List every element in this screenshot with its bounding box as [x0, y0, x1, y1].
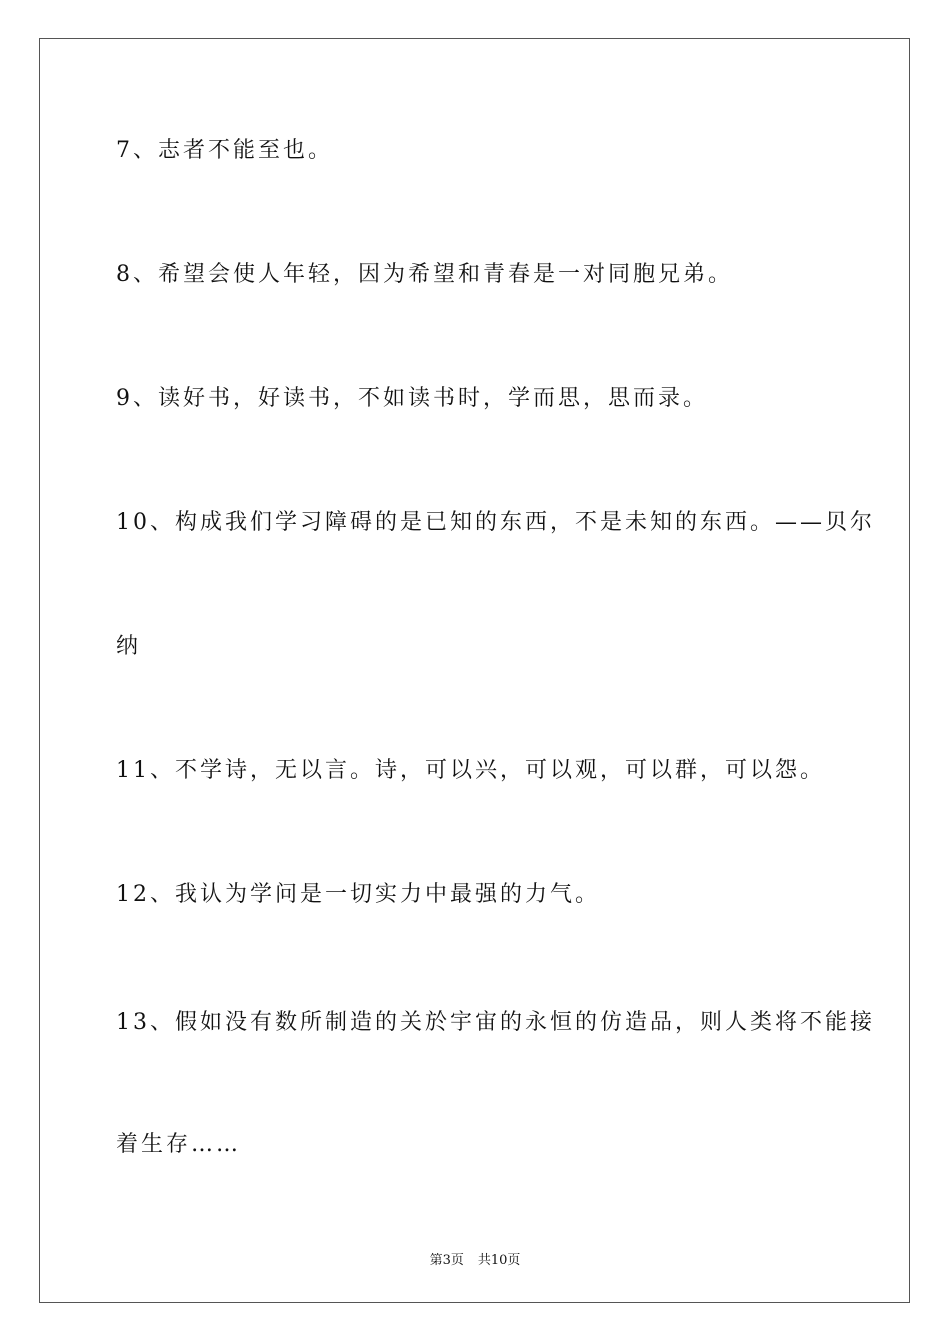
text-line: 12、我认为学问是一切实力中最强的力气。: [116, 882, 600, 907]
page-border: [39, 38, 910, 1303]
text-line: 11、不学诗，无以言。诗，可以兴，可以观，可以群，可以怨。: [116, 758, 825, 783]
text-line: 10、构成我们学习障碍的是已知的东西，不是未知的东西。——贝尔: [116, 510, 875, 535]
text-line: 着生存……: [116, 1132, 242, 1157]
page-number: 第3页: [429, 1253, 464, 1268]
text-line: 8、希望会使人年轻，因为希望和青春是一对同胞兄弟。: [116, 262, 733, 287]
text-line: 纳: [116, 634, 142, 659]
text-line: 7、志者不能至也。: [116, 138, 333, 163]
page-footer: [0, 1249, 950, 1268]
text-line: 9、读好书，好读书，不如读书时，学而思，思而录。: [116, 386, 708, 411]
text-line: 13、假如没有数所制造的关於宇宙的永恒的仿造品，则人类将不能接: [116, 1010, 875, 1035]
total-pages: 共10页: [477, 1253, 521, 1268]
